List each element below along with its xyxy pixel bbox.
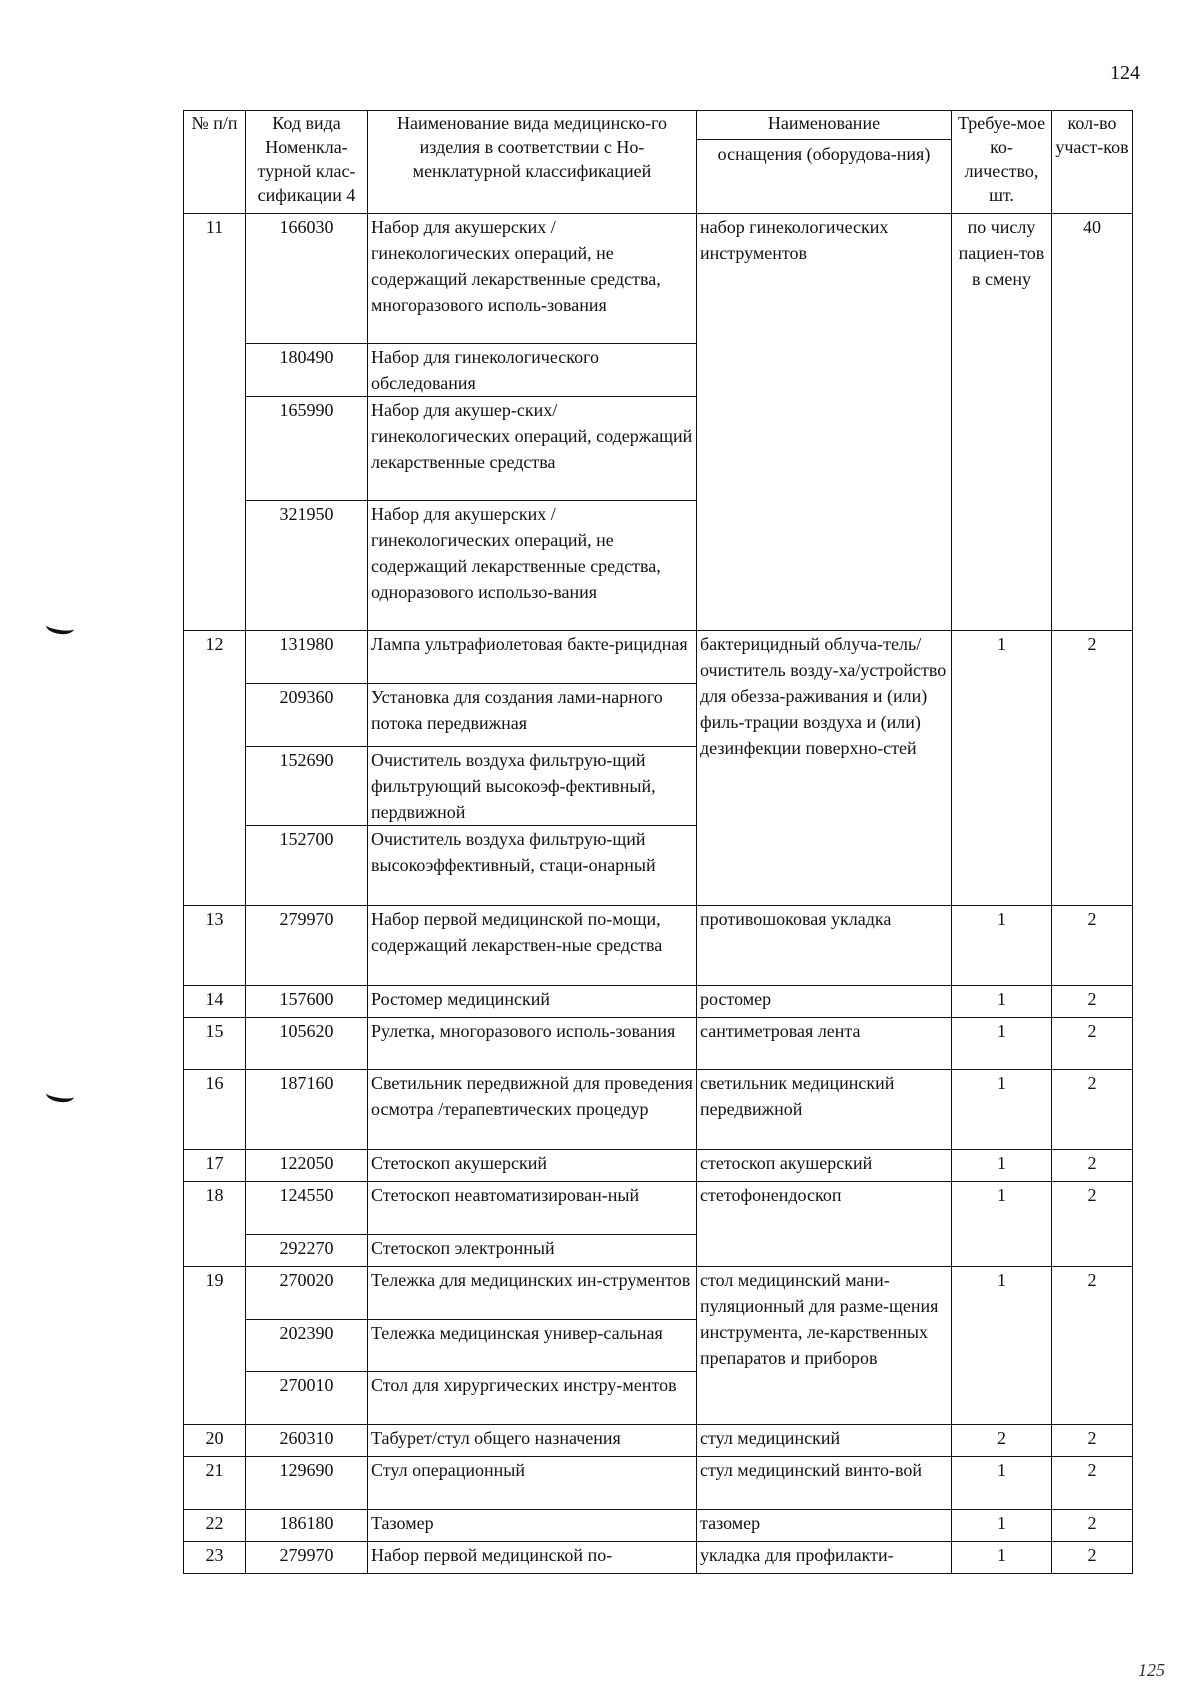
nomenclature-code: 279970: [246, 906, 368, 986]
required-quantity: 1: [952, 1510, 1052, 1542]
row-number: 16: [184, 1070, 246, 1150]
device-name: Табурет/стул общего назначения: [368, 1425, 697, 1457]
sites-count: 2: [1052, 1018, 1133, 1070]
required-quantity: 1: [952, 906, 1052, 986]
equipment-name: ростомер: [697, 986, 952, 1018]
sites-count: 2: [1052, 1182, 1133, 1267]
equipment-name: стетоскоп акушерский: [697, 1150, 952, 1182]
table-row: [184, 1267, 1133, 1320]
table-row: [184, 1425, 1133, 1457]
nomenclature-code: 292270: [246, 1235, 368, 1267]
sites-count: 2: [1052, 1510, 1133, 1542]
scan-mark: [45, 1086, 75, 1104]
nomenclature-code: 105620: [246, 1018, 368, 1070]
device-name: Светильник передвижной для проведения осмотра /терапевтических процедур: [368, 1070, 697, 1150]
row-number: 19: [184, 1267, 246, 1425]
device-name: Рулетка, многоразового исполь-зования: [368, 1018, 697, 1070]
nomenclature-code: 321950: [246, 501, 368, 631]
sites-count: 2: [1052, 986, 1133, 1018]
device-name: Набор для гинекологического обследования: [368, 344, 697, 397]
table-row: [184, 1457, 1133, 1510]
equipment-name: бактерицидный облуча-тель/ очиститель возду-ха/устройство для обезза-раживания и (или) филь-трации воздуха и (или) дезинфекции поверхно-стей: [697, 631, 952, 906]
nomenclature-code: 180490: [246, 344, 368, 397]
equipment-table: [183, 110, 1133, 1574]
sites-count: 2: [1052, 906, 1133, 986]
device-name: Набор первой медицинской по-: [368, 1542, 697, 1574]
device-name: Тележка медицинская универ-сальная: [368, 1320, 697, 1372]
scan-mark: [45, 618, 75, 636]
row-number: 11: [184, 214, 246, 631]
nomenclature-code: 157600: [246, 986, 368, 1018]
table-row: [184, 906, 1133, 986]
header-name: Наименование вида медицинско-го изделия в соответствии с Но-менклатурной классификацией: [368, 111, 697, 214]
device-name: Стул операционный: [368, 1457, 697, 1510]
table-row: [184, 214, 1133, 344]
required-quantity: 1: [952, 1018, 1052, 1070]
nomenclature-code: 124550: [246, 1182, 368, 1235]
sites-count: 40: [1052, 214, 1133, 631]
device-name: Очиститель воздуха фильтрую-щий высокоэффективный, стаци-онарный: [368, 826, 697, 906]
nomenclature-code: 209360: [246, 684, 368, 747]
nomenclature-code: 165990: [246, 397, 368, 501]
row-number: 17: [184, 1150, 246, 1182]
table-row: [184, 1070, 1133, 1150]
nomenclature-code: 166030: [246, 214, 368, 344]
table-row: [184, 1150, 1133, 1182]
table-row: [184, 1018, 1133, 1070]
required-quantity: 1: [952, 631, 1052, 906]
device-name: Набор для акушер-ских/гинекологических операций, содержащий лекарственные средства: [368, 397, 697, 501]
device-name: Стетоскоп электронный: [368, 1235, 697, 1267]
row-number: 21: [184, 1457, 246, 1510]
table-row: [184, 1510, 1133, 1542]
sites-count: 2: [1052, 1150, 1133, 1182]
header-num: № п/п: [184, 111, 246, 214]
equipment-name: набор гинекологических инструментов: [697, 214, 952, 631]
device-name: Стетоскоп акушерский: [368, 1150, 697, 1182]
required-quantity: 1: [952, 1150, 1052, 1182]
nomenclature-code: 122050: [246, 1150, 368, 1182]
equipment-name: светильник медицинский передвижной: [697, 1070, 952, 1150]
header-equipment: [697, 111, 952, 214]
sites-count: 2: [1052, 1070, 1133, 1150]
nomenclature-code: 152700: [246, 826, 368, 906]
device-name: Набор для акушерских /гинекологических операций, не содержащий лекарственные средства, одноразового использо-вания: [368, 501, 697, 631]
row-number: 20: [184, 1425, 246, 1457]
device-name: Лампа ультрафиолетовая бакте-рицидная: [368, 631, 697, 684]
sites-count: 2: [1052, 1267, 1133, 1425]
row-number: 18: [184, 1182, 246, 1267]
required-quantity: по числу пациен-тов в смену: [952, 214, 1052, 631]
nomenclature-code: 260310: [246, 1425, 368, 1457]
equipment-name: укладка для профилакти-: [697, 1542, 952, 1574]
device-name: Стол для хирургических инстру-ментов: [368, 1372, 697, 1425]
equipment-name: сантиметровая лента: [697, 1018, 952, 1070]
sites-count: 2: [1052, 1542, 1133, 1574]
header-equipment-bottom: оснащения (оборудова-ния): [697, 139, 951, 166]
header-quantity: Требуе-мое ко-личество, шт.: [952, 111, 1052, 214]
table-row: [184, 986, 1133, 1018]
device-name: Установка для создания лами-нарного потока передвижная: [368, 684, 697, 747]
device-name: Набор первой медицинской по-мощи, содержащий лекарствен-ные средства: [368, 906, 697, 986]
nomenclature-code: 202390: [246, 1320, 368, 1372]
required-quantity: 1: [952, 1070, 1052, 1150]
device-name: Стетоскоп неавтоматизирован-ный: [368, 1182, 697, 1235]
handwritten-page-mark: 125: [1138, 1660, 1165, 1680]
table-row: [184, 1542, 1133, 1574]
equipment-name: противошоковая укладка: [697, 906, 952, 986]
nomenclature-code: 279970: [246, 1542, 368, 1574]
header-equipment-top: Наименование: [767, 113, 881, 133]
required-quantity: 1: [952, 986, 1052, 1018]
nomenclature-code: 131980: [246, 631, 368, 684]
row-number: 12: [184, 631, 246, 906]
table-header-row: [184, 111, 1133, 214]
nomenclature-code: 187160: [246, 1070, 368, 1150]
row-number: 15: [184, 1018, 246, 1070]
required-quantity: 2: [952, 1425, 1052, 1457]
equipment-name: стул медицинский винто-вой: [697, 1457, 952, 1510]
nomenclature-code: 186180: [246, 1510, 368, 1542]
nomenclature-code: 270020: [246, 1267, 368, 1320]
sites-count: 2: [1052, 631, 1133, 906]
header-code: Код вида Номенкла-турной клас-сификации 4: [246, 111, 368, 214]
device-name: Набор для акушерских /гинекологических операций, не содержащий лекарственные средства, многоразового исполь-зования: [368, 214, 697, 344]
device-name: Тазомер: [368, 1510, 697, 1542]
equipment-name: стол медицинский мани-пуляционный для разме-щения инструмента, ле-карственных препаратов и приборов: [697, 1267, 952, 1425]
required-quantity: 1: [952, 1267, 1052, 1425]
row-number: 22: [184, 1510, 246, 1542]
sites-count: 2: [1052, 1425, 1133, 1457]
page-number: 124: [1110, 62, 1140, 84]
equipment-name: стул медицинский: [697, 1425, 952, 1457]
device-name: Тележка для медицинских ин-струментов: [368, 1267, 697, 1320]
row-number: 23: [184, 1542, 246, 1574]
required-quantity: 1: [952, 1182, 1052, 1267]
nomenclature-code: 129690: [246, 1457, 368, 1510]
header-sites: кол-во участ-ков: [1052, 111, 1133, 214]
nomenclature-code: 152690: [246, 747, 368, 826]
row-number: 13: [184, 906, 246, 986]
nomenclature-code: 270010: [246, 1372, 368, 1425]
sites-count: 2: [1052, 1457, 1133, 1510]
required-quantity: 1: [952, 1542, 1052, 1574]
equipment-name: стетофонендоскоп: [697, 1182, 952, 1267]
table-row: [184, 631, 1133, 684]
device-name: Очиститель воздуха фильтрую-щий фильтрующий высокоэф-фективный, пердвижной: [368, 747, 697, 826]
row-number: 14: [184, 986, 246, 1018]
table-row: [184, 1182, 1133, 1235]
equipment-name: тазомер: [697, 1510, 952, 1542]
device-name: Ростомер медицинский: [368, 986, 697, 1018]
required-quantity: 1: [952, 1457, 1052, 1510]
